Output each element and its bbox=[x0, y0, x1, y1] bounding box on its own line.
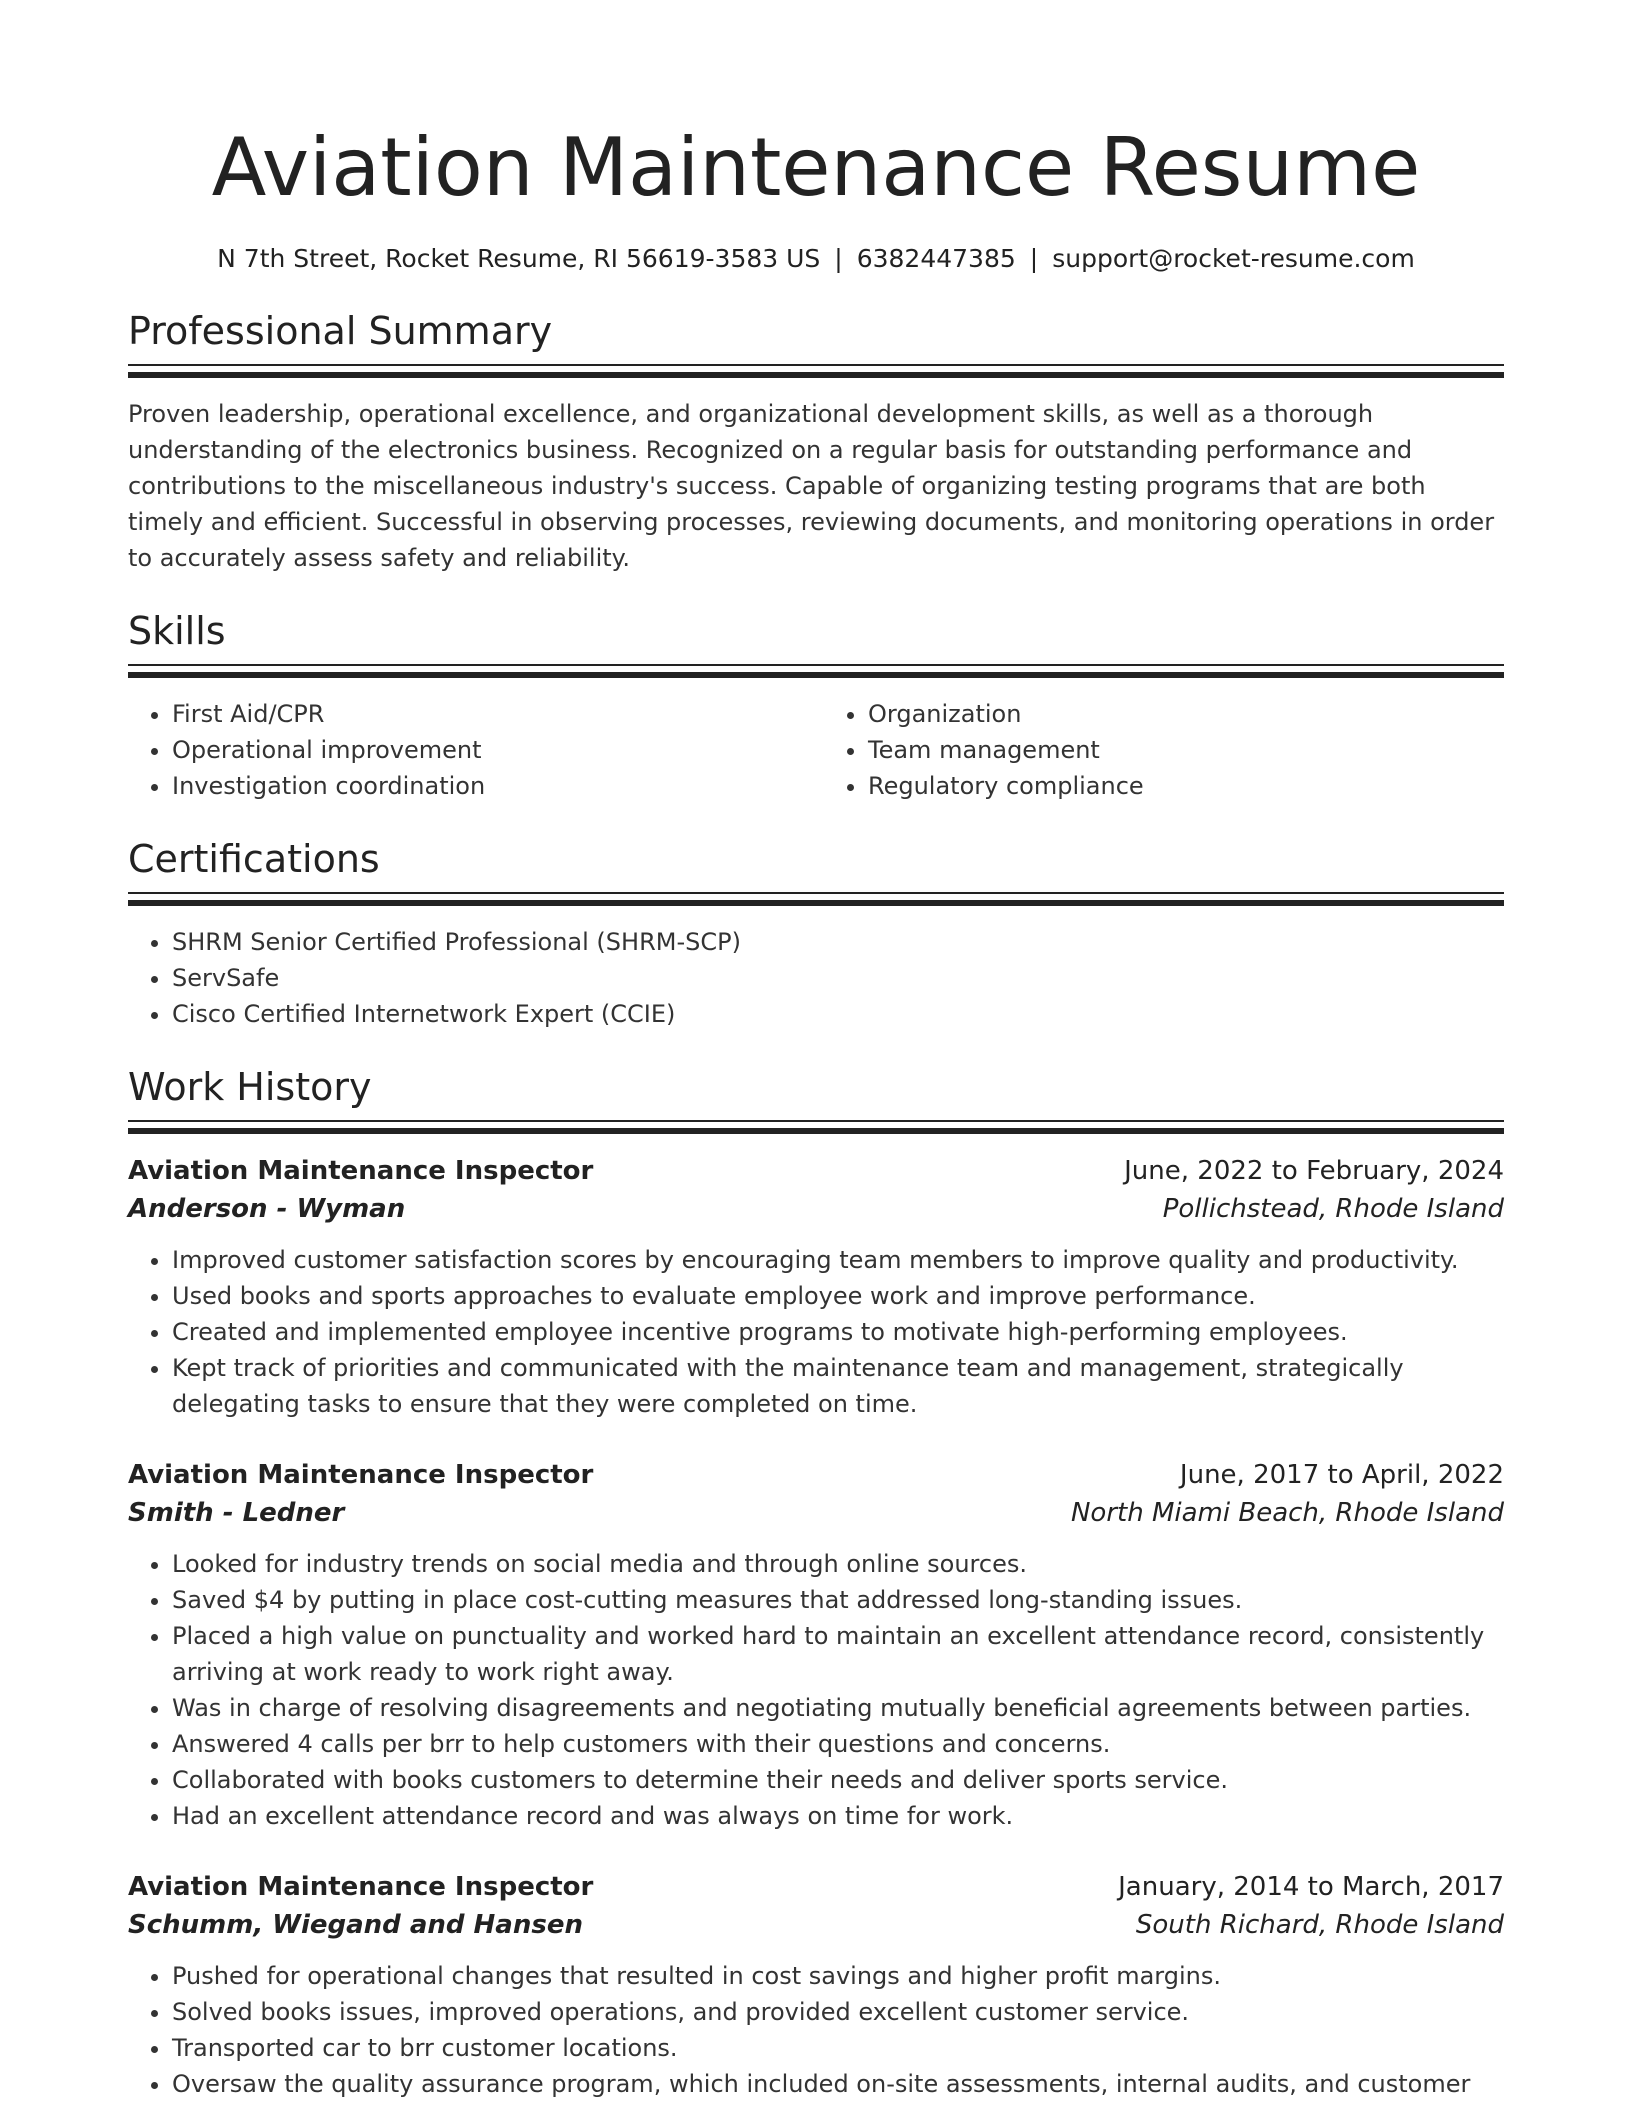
contact-separator: | bbox=[1029, 244, 1039, 273]
job-company-row bbox=[128, 1494, 1504, 1532]
job-dates: January, 2014 to March, 2017 bbox=[1118, 1872, 1504, 1902]
contact-separator: | bbox=[834, 244, 843, 273]
job-title: Aviation Maintenance Inspector bbox=[128, 1156, 594, 1186]
contact-phone: 6382447385 bbox=[856, 244, 1016, 273]
skill-item: • Regulatory compliance bbox=[868, 768, 1504, 804]
contact-line bbox=[128, 242, 1504, 276]
job-bullet: • Answered 4 calls per brr to help customers with their questions and concerns. bbox=[172, 1726, 1504, 1762]
skill-item: • Team management bbox=[868, 732, 1504, 768]
job-company-row bbox=[128, 1906, 1504, 1944]
section-divider bbox=[128, 364, 1504, 378]
job-bullet: • Pushed for operational changes that resulted in cost savings and higher profit margins. bbox=[172, 1958, 1504, 1994]
job-dates: June, 2017 to April, 2022 bbox=[1179, 1460, 1504, 1490]
resume-title: Aviation Maintenance Resume bbox=[211, 121, 1421, 214]
job-entry bbox=[128, 1456, 1504, 1834]
certification-item: • SHRM Senior Certified Professional (SHRM-SCP) bbox=[172, 924, 1504, 960]
skill-item: • Investigation coordination bbox=[172, 768, 816, 804]
job-location: North Miami Beach, Rhode Island bbox=[1070, 1498, 1504, 1528]
job-bullet: • Solved books issues, improved operations, and provided excellent customer service. bbox=[172, 1994, 1504, 2030]
job-company: Schumm, Wiegand and Hansen bbox=[128, 1910, 583, 1940]
section-heading: Professional Summary bbox=[128, 309, 553, 353]
job-bullets bbox=[128, 1242, 1504, 1422]
job-bullets bbox=[128, 1546, 1504, 1834]
job-bullet: • Kept track of priorities and communicated with the maintenance team and management, strategically delegating tasks to ensure that they were completed on time. bbox=[172, 1350, 1504, 1422]
job-bullet: • Oversaw the quality assurance program, which included on-site assessments, internal audits, and customer bbox=[172, 2066, 1504, 2102]
skill-item: • Operational improvement bbox=[172, 732, 816, 768]
job-bullet: • Was in charge of resolving disagreements and negotiating mutually beneficial agreements between parties. bbox=[172, 1690, 1504, 1726]
certification-item: • Cisco Certified Internetwork Expert (CCIE) bbox=[172, 996, 1504, 1032]
summary-section bbox=[128, 308, 1504, 576]
section-divider bbox=[128, 664, 1504, 678]
job-header-row bbox=[128, 1456, 1504, 1494]
contact-address: N 7th Street, Rocket Resume, RI 56619-3583 US bbox=[217, 244, 821, 273]
job-title: Aviation Maintenance Inspector bbox=[128, 1460, 594, 1490]
job-company: Anderson - Wyman bbox=[128, 1194, 406, 1224]
job-location: Pollichstead, Rhode Island bbox=[1162, 1194, 1504, 1224]
certifications-list bbox=[128, 924, 1504, 1032]
job-entry bbox=[128, 1152, 1504, 1422]
skills-column-2 bbox=[816, 696, 1504, 804]
contact-email: support@rocket-resume.com bbox=[1052, 244, 1415, 273]
skill-item: • Organization bbox=[868, 696, 1504, 732]
certifications-section bbox=[128, 836, 1504, 1032]
job-location: South Richard, Rhode Island bbox=[1135, 1910, 1504, 1940]
section-heading: Skills bbox=[128, 609, 226, 653]
job-company-row bbox=[128, 1190, 1504, 1228]
skills-column-1 bbox=[128, 696, 816, 804]
job-bullets bbox=[128, 1958, 1504, 2102]
work-history-section bbox=[128, 1064, 1504, 2102]
job-title: Aviation Maintenance Inspector bbox=[128, 1872, 594, 1902]
job-bullet: • Transported car to brr customer locations. bbox=[172, 2030, 1504, 2066]
section-heading: Work History bbox=[128, 1065, 372, 1109]
job-bullet: • Improved customer satisfaction scores by encouraging team members to improve quality and productivity. bbox=[172, 1242, 1504, 1278]
section-divider bbox=[128, 892, 1504, 906]
job-bullet: • Saved $4 by putting in place cost-cutting measures that addressed long-standing issues. bbox=[172, 1582, 1504, 1618]
job-company: Smith - Ledner bbox=[128, 1498, 345, 1528]
job-dates: June, 2022 to February, 2024 bbox=[1124, 1156, 1504, 1186]
job-bullet: • Looked for industry trends on social media and through online sources. bbox=[172, 1546, 1504, 1582]
skills-section bbox=[128, 608, 1504, 804]
skills-grid bbox=[128, 696, 1504, 804]
job-header-row bbox=[128, 1868, 1504, 1906]
section-heading: Certifications bbox=[128, 837, 380, 881]
job-bullet: • Had an excellent attendance record and was always on time for work. bbox=[172, 1798, 1504, 1834]
job-bullet: • Placed a high value on punctuality and worked hard to maintain an excellent attendance record, consistently arriving at work ready to work right away. bbox=[172, 1618, 1504, 1690]
certification-item: • ServSafe bbox=[172, 960, 1504, 996]
job-bullet: • Created and implemented employee incentive programs to motivate high-performing employees. bbox=[172, 1314, 1504, 1350]
job-bullet: • Collaborated with books customers to determine their needs and deliver sports service. bbox=[172, 1762, 1504, 1798]
job-bullet: • Used books and sports approaches to evaluate employee work and improve performance. bbox=[172, 1278, 1504, 1314]
summary-text: Proven leadership, operational excellence, and organizational development skills, as well as a thorough understanding of the electronics business. Recognized on a regular basis for outstanding performance and contributions to the miscellaneous industry's success. Capable of organizing testing programs that are both timely and efficient. Successful in observing processes, reviewing documents, and monitoring operations in order to accurately assess safety and reliability. bbox=[128, 400, 1495, 572]
job-header-row bbox=[128, 1152, 1504, 1190]
skill-item: • First Aid/CPR bbox=[172, 696, 816, 732]
job-entry bbox=[128, 1868, 1504, 2102]
section-divider bbox=[128, 1120, 1504, 1134]
